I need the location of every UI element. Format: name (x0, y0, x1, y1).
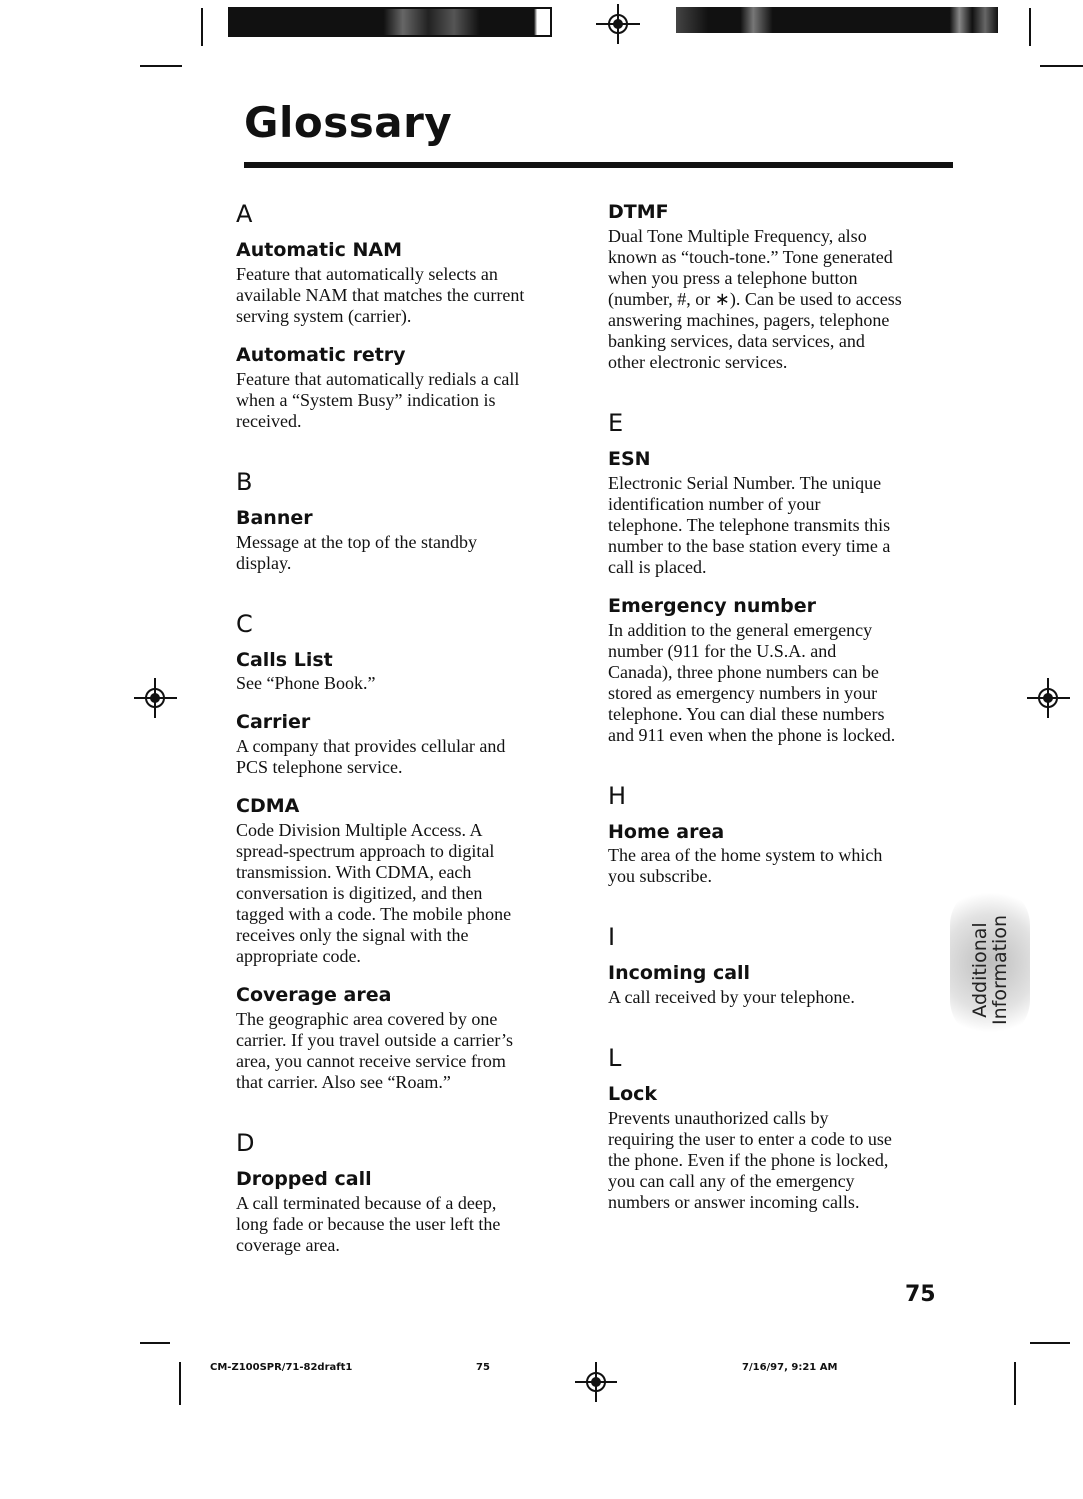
glossary-definition: Message at the top of the standby display. (236, 531, 477, 573)
calibration-bar-right (676, 7, 998, 33)
footer-file: CM-Z100SPR/71-82draft1 (210, 1362, 353, 1373)
glossary-section-d (236, 1128, 586, 1256)
glossary-term: DTMF (608, 201, 669, 223)
section-letter: E (608, 408, 624, 437)
footer-date: 7/16/97, 9:21 AM (742, 1362, 838, 1373)
calibration-bar-left (228, 7, 552, 37)
glossary-definition: See “Phone Book.” (236, 673, 376, 694)
page-number: 75 (905, 1282, 936, 1307)
glossary-entry (608, 596, 958, 746)
glossary-section-i (608, 925, 958, 1008)
section-letter: D (236, 1128, 255, 1157)
glossary-entry (608, 202, 958, 373)
title-rule (244, 162, 953, 168)
glossary-term: Banner (236, 506, 313, 529)
page-title: Glossary (244, 98, 453, 147)
glossary-definition: Code Division Multiple Access. A spread-spectrum approach to digital transmission. With CDMA, each conversation is digitized, and then tagged with a code. The mobile phone receives only the signal with the appropriate code. (236, 820, 512, 967)
glossary-entry (608, 449, 958, 578)
glossary-definition: The geographic area covered by one carrier. If you travel outside a carrier’s area, you cannot receive service from that carrier. Also see “Roam.” (236, 1008, 514, 1092)
glossary-entry (236, 985, 586, 1093)
glossary-term: Automatic NAM (236, 239, 402, 261)
glossary-term: Home area (608, 820, 725, 843)
left-column (236, 202, 586, 1294)
glossary-term: Incoming call (608, 962, 751, 985)
glossary-definition: A company that provides cellular and PCS telephone service. (236, 736, 506, 778)
glossary-entry (236, 796, 586, 967)
glossary-entry (236, 650, 586, 695)
glossary-term: CDMA (236, 795, 300, 818)
section-tab-line1: Additional (969, 922, 991, 1018)
glossary-entry (608, 1084, 958, 1213)
glossary-definition: A call received by your telephone. (608, 987, 855, 1008)
glossary-section-l (608, 1046, 958, 1213)
glossary-definition: Feature that automatically redials a call when a “System Busy” indication is received. (236, 368, 520, 431)
glossary-entry (236, 240, 586, 327)
glossary-entry (608, 963, 958, 1008)
section-letter: I (608, 923, 616, 952)
glossary-definition: Prevents unauthorized calls by requiring the user to enter a code to use the phone. Even if the phone is locked, you can call any of the emergency numbers or answer incoming calls. (608, 1108, 892, 1213)
glossary-entry (608, 822, 958, 888)
section-letter: L (608, 1044, 622, 1073)
glossary-term: Automatic retry (236, 343, 406, 366)
glossary-definition: The area of the home system to which you subscribe. (608, 845, 883, 887)
glossary-term: ESN (608, 447, 651, 470)
section-tab-label (970, 890, 1010, 1050)
section-letter: C (236, 609, 253, 638)
glossary-entry (236, 712, 586, 778)
glossary-section-d-cont (608, 202, 958, 373)
glossary-section-h (608, 781, 958, 888)
glossary-term: Calls List (236, 648, 333, 671)
glossary-term: Coverage area (236, 984, 392, 1007)
glossary-definition: Dual Tone Multiple Frequency, also known as “touch-tone.” Tone generated when you press a telephone button (number, #, or ∗). Can be used to access answering machines, pagers, telephone banking services, data services, and other electronic services. (608, 225, 902, 372)
glossary-definition: Feature that automatically selects an available NAM that matches the current serving system (carrier). (236, 263, 525, 326)
glossary-section-a (236, 202, 586, 432)
right-column (608, 202, 958, 1251)
section-tab-line2: Information (989, 915, 1011, 1025)
glossary-term: Carrier (236, 711, 311, 734)
glossary-section-b (236, 467, 586, 574)
glossary-entry (236, 508, 586, 574)
glossary-term: Dropped call (236, 1167, 372, 1190)
glossary-section-e (608, 408, 958, 746)
section-letter: A (236, 200, 253, 228)
glossary-definition: A call terminated because of a deep, long fade or because the user left the coverage area. (236, 1192, 501, 1255)
glossary-term: Lock (608, 1083, 658, 1106)
section-letter: H (608, 781, 627, 810)
section-letter: B (236, 467, 253, 496)
glossary-definition: Electronic Serial Number. The unique identification number of your telephone. The telephone transmits this number to the base station every time a call is placed. (608, 472, 891, 577)
glossary-definition: In addition to the general emergency number (911 for the U.S.A. and Canada), three phone numbers can be stored as emergency numbers in your telephone. You can dial these numbers and 911 even when the phone is locked. (608, 619, 896, 745)
glossary-section-c (236, 609, 586, 1093)
glossary-entry (236, 1169, 586, 1256)
glossary-term: Emergency number (608, 594, 817, 617)
glossary-entry (236, 345, 586, 432)
footer-page: 75 (476, 1362, 490, 1373)
